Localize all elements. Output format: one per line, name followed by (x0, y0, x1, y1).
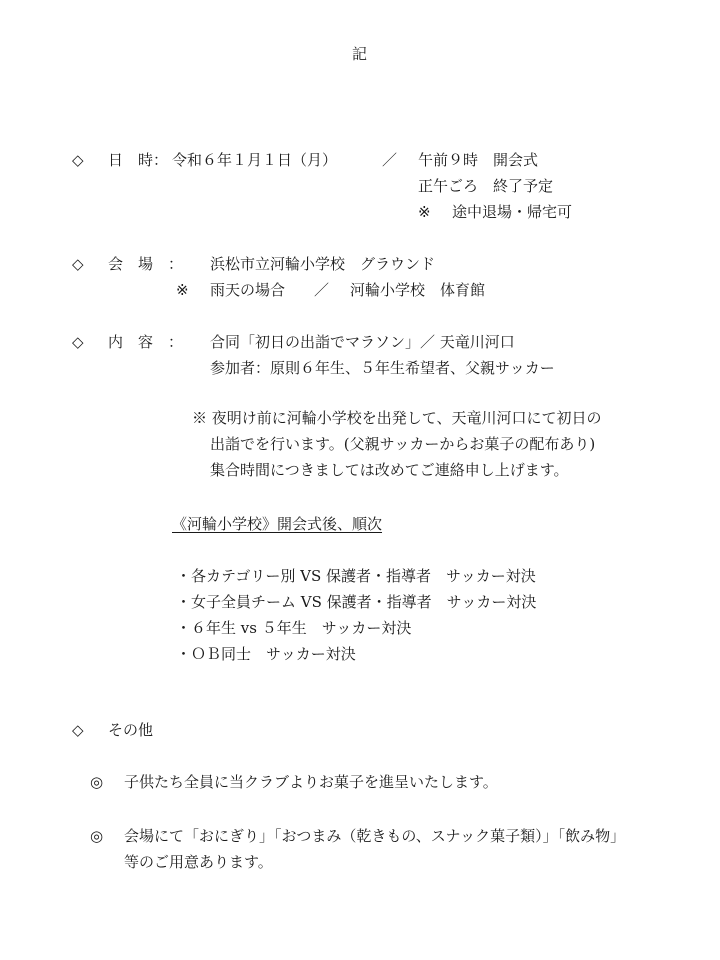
schedule-separator: ／ (382, 151, 398, 169)
match-list-item: ・各カテゴリー別 VS 保護者・指導者 サッカー対決 (176, 567, 536, 585)
content-note-line: ※ 夜明け前に河輪小学校を出発して、天竜川河口にて初日の (192, 409, 602, 427)
venue-place: 浜松市立河輪小学校 グラウンド (210, 255, 436, 273)
schedule-label: 日 時： (108, 151, 169, 169)
schedule-closing: 正午ごろ 終了予定 (418, 177, 554, 195)
content-note-line: 出詣でを行います。(父親サッカーからお菓子の配布あり) (210, 435, 596, 453)
other-item1-text: 子供たち全員に当クラブよりお菓子を進呈いたします。 (124, 773, 498, 791)
content-event: 合同「初日の出詣でマラソン」／ 天竜川河口 (210, 333, 515, 351)
match-list-item: ・女子全員チーム VS 保護者・指導者 サッカー対決 (176, 593, 537, 611)
other-diamond-icon: ◇ (72, 721, 84, 739)
venue-rain-place: 河輪小学校 体育館 (350, 281, 486, 299)
other-label: その他 (108, 721, 154, 739)
content-diamond-icon: ◇ (72, 333, 84, 351)
schedule-note: 途中退場・帰宅可 (452, 203, 573, 221)
after-ceremony-heading: 《河輪小学校》開会式後、順次 (172, 515, 383, 533)
other-item2-text-line1: 会場にて「おにぎり」「おつまみ（乾きもの、スナック菓子類）」「飲み物」 (124, 827, 626, 845)
schedule-date: 令和６年１月１日（月） (172, 151, 338, 169)
venue-rain-separator: ／ (314, 281, 330, 299)
content-note-line: 集合時間につきましては改めてご連絡申し上げます。 (210, 461, 569, 479)
venue-diamond-icon: ◇ (72, 255, 84, 273)
other-item2-bullseye-icon: ◎ (90, 827, 104, 845)
content-label: 内 容 ： (108, 333, 184, 351)
document-title: 記 (352, 45, 368, 63)
match-list-item: ・ＯＢ同士 サッカー対決 (176, 645, 356, 663)
other-item2-text-line2: 等のご用意あります。 (124, 853, 273, 871)
schedule-diamond-icon: ◇ (72, 151, 84, 169)
venue-label: 会 場 ： (108, 255, 184, 273)
match-list-item: ・６年生 vs ５年生 サッカー対決 (176, 619, 412, 637)
other-item1-bullseye-icon: ◎ (90, 773, 104, 791)
venue-rain-label: 雨天の場合 (210, 281, 286, 299)
schedule-note-mark: ※ (418, 203, 431, 221)
venue-rain-mark: ※ (176, 281, 189, 299)
content-participants: 参加者：原則６年生、５年生希望者、父親サッカー (210, 359, 555, 377)
schedule-opening: 午前９時 開会式 (418, 151, 539, 169)
